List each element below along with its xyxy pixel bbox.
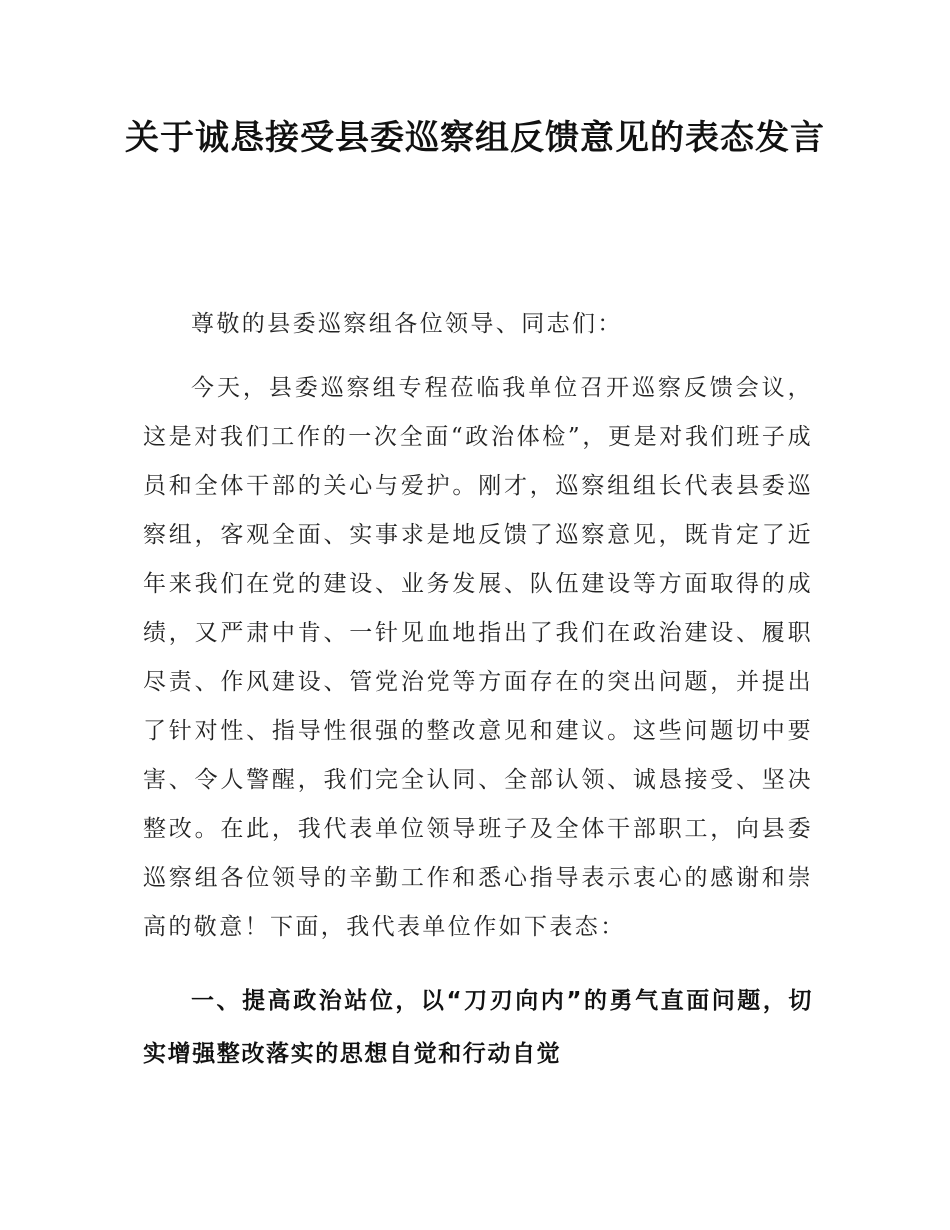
- section-heading: 一、提高政治站位，以“刀刃向内”的勇气直面问题，切实增强整改落实的思想自觉和行动自觉: [143, 988, 813, 1067]
- document-title: 关于诚恳接受县委巡察组反馈意见的表态发言: [125, 118, 825, 158]
- body-paragraph: 今天，县委巡察组专程莅临我单位召开巡察反馈会议，这是对我们工作的一次全面“政治体检”，更是对我们班子成员和全体干部的关心与爱护。刚才，巡察组组长代表县委巡察组，客观全面、实事求是地反馈了巡察意见，既肯定了近年来我们在党的建设、业务发展、队伍建设等方面取得的成绩，又严肃中肯、一针见血地指出了我们在政治建设、履职尽责、作风建设、管党治党等方面存在的突出问题，并提出了针对性、指导性很强的整改意见和建议。这些问题切中要害、令人警醒，我们完全认同、全部认领、诚恳接受、坚决整改。在此，我代表单位领导班子及全体干部职工，向县委巡察组各位领导的辛勤工作和悉心指导表示衷心的感谢和崇高的敬意！下面，我代表单位作如下表态：: [143, 375, 813, 940]
- salutation: 尊敬的县委巡察组各位领导、同志们：: [191, 311, 623, 337]
